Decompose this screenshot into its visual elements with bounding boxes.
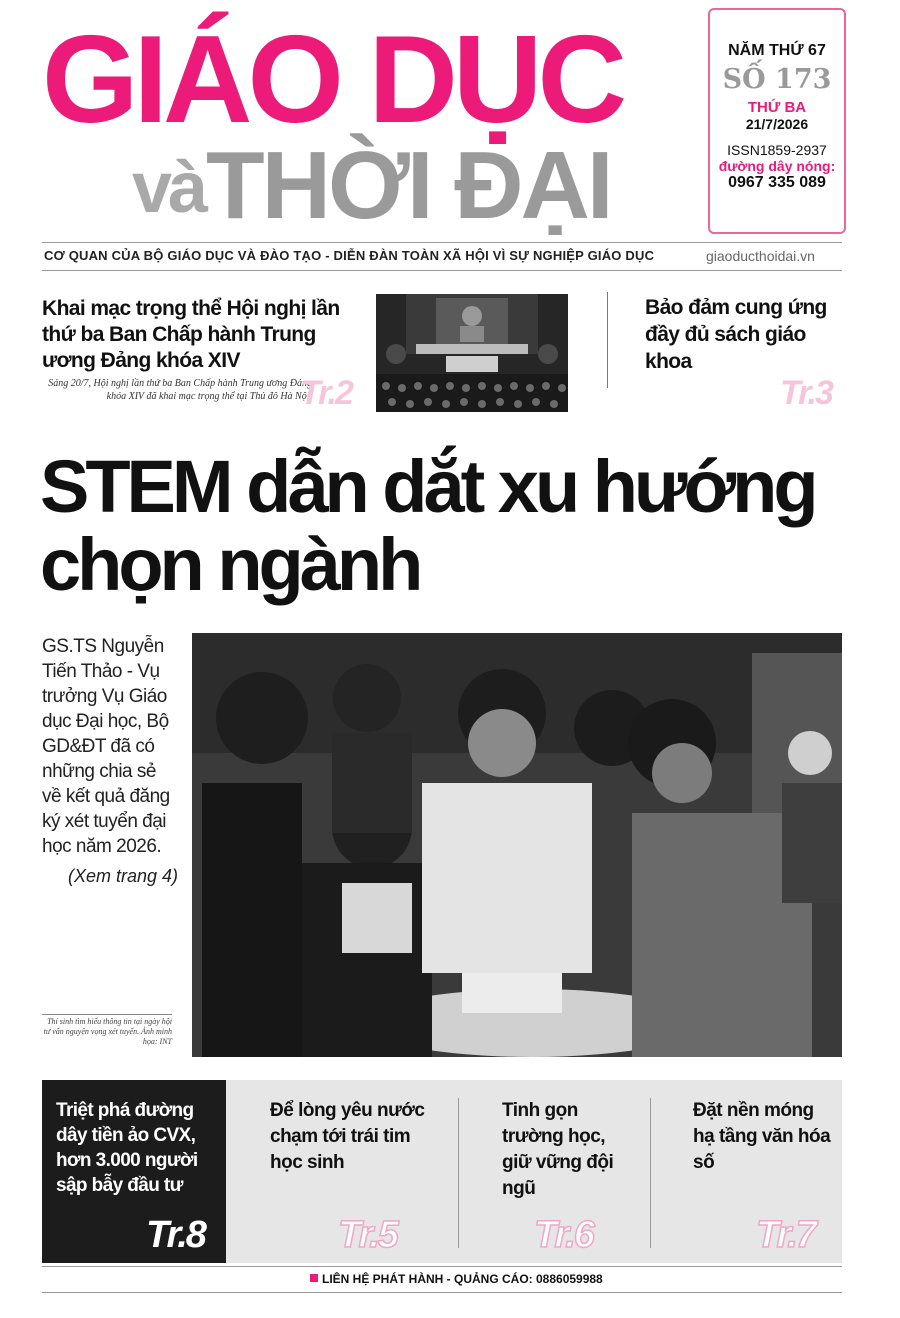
main-photo-caption: Thí sinh tìm hiểu thông tin tại ngày hội tư vấn nguyện vọng xét tuyển. Ảnh minh họa: INT bbox=[43, 1017, 172, 1046]
conference-hall-image bbox=[376, 294, 568, 412]
main-lead-text: GS.TS Nguyễn Tiến Thảo - Vụ trưởng Vụ Giáo dục Đại học, Bộ GD&ĐT đã có những chia sẻ về kết quả đăng ký xét tuyển đại học năm 2026. bbox=[42, 636, 170, 857]
story-1-photo bbox=[376, 294, 568, 412]
story-divider bbox=[607, 292, 608, 388]
bottom-story-1-page-ref[interactable]: Tr.8 bbox=[146, 1214, 205, 1256]
main-photo bbox=[192, 633, 842, 1057]
footer-divider bbox=[42, 1266, 842, 1267]
footer-contact[interactable]: LIÊN HỆ PHÁT HÀNH - QUẢNG CÁO: 0886059988 bbox=[322, 1272, 603, 1286]
issue-info-box bbox=[708, 8, 846, 234]
bottom-story-4-page-ref[interactable]: Tr.7 bbox=[756, 1214, 815, 1256]
photo-caption-rule bbox=[42, 1014, 172, 1015]
issue-year: NĂM THỨ 67 bbox=[728, 42, 826, 59]
footer-bullet-icon bbox=[310, 1274, 318, 1282]
main-headline-line-1: STEM dẫn dắt xu hướng bbox=[40, 445, 815, 528]
story-1-page-ref[interactable]: Tr.2 bbox=[300, 374, 352, 412]
story-1-caption: Sáng 20/7, Hội nghị lần thứ ba Ban Chấp hành Trung ương Đảng khóa XIV đã khai mạc trọng thể tại Thủ đô Hà Nội. bbox=[48, 378, 312, 402]
hotline-number[interactable]: 0967 335 089 bbox=[728, 174, 826, 191]
main-headline[interactable] bbox=[40, 445, 860, 606]
bottom-story-1-title[interactable]: Triệt phá đường dây tiền ảo CVX, hơn 3.000 người sập bẫy đầu tư bbox=[56, 1100, 198, 1196]
masthead-logo-bottom: THỜI ĐẠI bbox=[206, 132, 611, 239]
story-1-title[interactable]: Khai mạc trọng thể Hội nghị lần thứ ba Ban Chấp hành Trung ương Đảng khóa XIV bbox=[42, 297, 340, 372]
masthead-divider bbox=[42, 242, 842, 243]
issue-number: SỐ 173 bbox=[722, 64, 832, 95]
website-link[interactable]: giaoducthoidai.vn bbox=[706, 248, 815, 264]
hotline-label: đường dây nóng: bbox=[718, 158, 836, 174]
bottom-story-4-title[interactable]: Đặt nền móng hạ tầng văn hóa số bbox=[693, 1100, 831, 1173]
bottom-story-3-title[interactable]: Tinh gọn trường học, giữ vững đội ngũ bbox=[502, 1100, 614, 1199]
footer-bottom-divider bbox=[42, 1292, 842, 1293]
main-page-ref[interactable]: (Xem trang 4) bbox=[68, 866, 179, 886]
main-headline-line-2: chọn ngành bbox=[40, 523, 420, 606]
issue-issn: ISSN1859-2937 bbox=[727, 142, 827, 158]
bottom-divider-1 bbox=[458, 1098, 459, 1248]
bottom-story-2-page-ref[interactable]: Tr.5 bbox=[338, 1214, 397, 1256]
story-2-title[interactable]: Bảo đảm cung ứng đầy đủ sách giáo khoa bbox=[645, 296, 827, 373]
issue-date: 21/7/2026 bbox=[745, 116, 809, 132]
bottom-divider-2 bbox=[650, 1098, 651, 1248]
tagline-divider bbox=[42, 270, 842, 271]
masthead-logo-va: và bbox=[132, 148, 205, 228]
tagline: CƠ QUAN CỦA BỘ GIÁO DỤC VÀ ĐÀO TẠO - DIỄN ĐÀN TOÀN XÃ HỘI VÌ SỰ NGHIỆP GIÁO DỤC bbox=[44, 248, 655, 263]
story-2-page-ref[interactable]: Tr.3 bbox=[780, 374, 832, 412]
bottom-story-2-title[interactable]: Để lòng yêu nước chạm tới trái tim học sinh bbox=[270, 1100, 425, 1173]
bottom-story-3-page-ref[interactable]: Tr.6 bbox=[534, 1214, 593, 1256]
issue-day: THỨ BA bbox=[747, 99, 807, 116]
masthead-logo-top: GIÁO DỤC bbox=[42, 11, 622, 149]
students-consultation-image bbox=[192, 633, 842, 1057]
